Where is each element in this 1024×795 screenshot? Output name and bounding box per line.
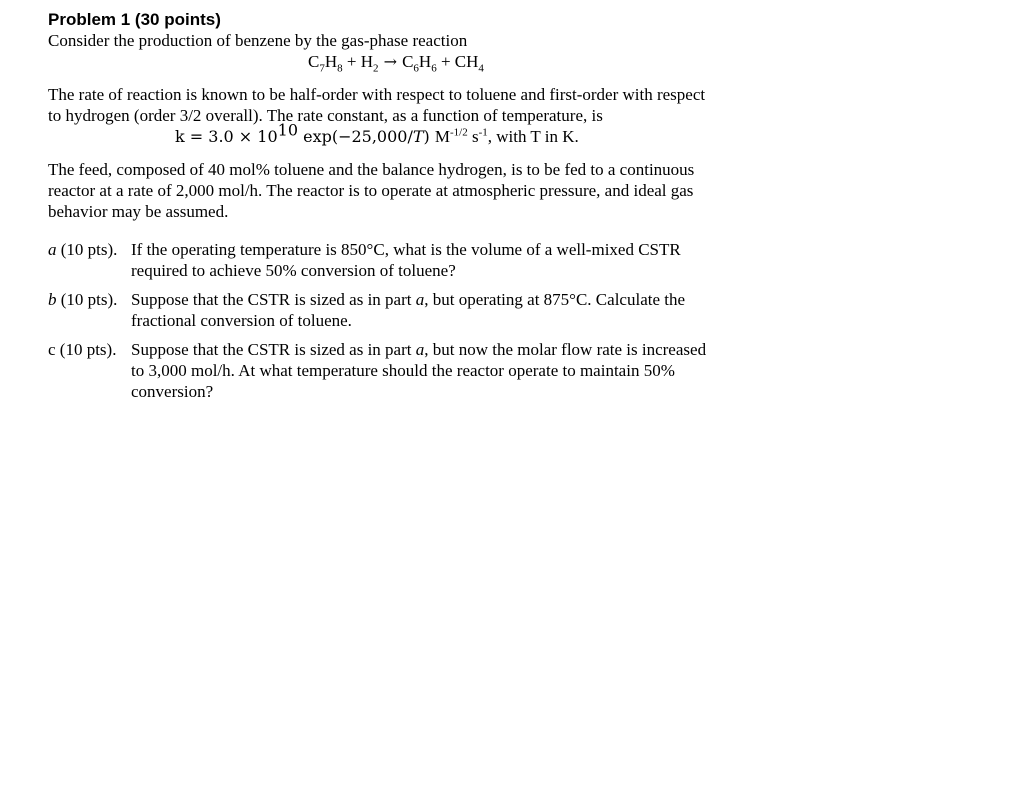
reaction-text: H — [324, 52, 338, 71]
part-a-line-1: If the operating temperature is 850°C, what is the volume of a well-mixed CSTR — [131, 240, 681, 259]
problem-title: Problem 1 (30 points) — [48, 10, 221, 29]
part-text: , but operating at 875°C. Calculate the — [424, 290, 686, 309]
problem-document — [48, 9, 768, 402]
part-text: , but now the molar flow rate is increased — [424, 340, 707, 359]
part-c-label — [48, 339, 116, 360]
part-c-line-1 — [131, 339, 768, 360]
part-points: (10 pts). — [56, 240, 118, 259]
rate-eq-units: M — [434, 127, 450, 146]
part-points: (10 pts). — [56, 290, 118, 309]
reaction-text: H — [418, 52, 432, 71]
reaction-text: H — [360, 52, 373, 71]
rate-text-line-2: to hydrogen (order 3/2 overall). The rate constant, as a function of temperature, is — [48, 106, 603, 125]
part-b-line-1 — [131, 289, 768, 310]
part-c-line-3: conversion? — [131, 382, 214, 401]
part-letter: b — [48, 290, 57, 309]
reaction-equation — [48, 51, 768, 75]
rate-eq-temperature-var: T — [412, 127, 424, 146]
reaction-text: CH — [454, 52, 479, 71]
rate-eq-units: s — [467, 127, 479, 146]
feed-text-line-2: reactor at a rate of 2,000 mol/h. The reactor is to operate at atmospheric pressure, and ideal gas — [48, 181, 694, 200]
subscript: 6 — [413, 62, 419, 75]
subscript: 4 — [478, 62, 484, 75]
intro-text: Consider the production of benzene by the gas-phase reaction — [48, 31, 468, 50]
part-c-line-2: to 3,000 mol/h. At what temperature should the reactor operate to maintain 50% — [131, 361, 675, 380]
part-reference: a — [415, 340, 425, 359]
reaction-text: C — [402, 52, 414, 71]
subscript: 2 — [373, 62, 379, 75]
part-a-line-2: required to achieve 50% conversion of toluene? — [131, 261, 456, 280]
rate-eq-close: ) — [423, 127, 435, 146]
feed-text-line-1: The feed, composed of 40 mol% toluene and the balance hydrogen, is to be fed to a continuous — [48, 160, 695, 179]
rate-eq-tail: , with T in K. — [487, 127, 579, 146]
part-b-label — [48, 289, 117, 310]
reaction-arrow-icon: → — [378, 52, 403, 71]
superscript: -1 — [478, 126, 488, 139]
part-text: Suppose that the CSTR is sized as in part — [131, 340, 416, 359]
rate-eq-lhs: k = 3.0 × 10 — [175, 127, 278, 146]
part-b-line-2: fractional conversion of toluene. — [131, 311, 352, 330]
part-points: (10 pts). — [55, 340, 117, 359]
part-letter: c — [48, 340, 56, 359]
plus-sign: + — [342, 52, 361, 71]
rate-constant-equation — [48, 120, 768, 147]
superscript: 10 — [277, 120, 299, 140]
subscript: 8 — [337, 62, 343, 75]
part-c — [48, 339, 768, 402]
part-text: Suppose that the CSTR is sized as in part — [131, 290, 416, 309]
rate-eq-middle: exp(−25,000/ — [298, 127, 413, 146]
reaction-text: C — [308, 52, 320, 71]
rate-text-line-1: The rate of reaction is known to be half-order with respect to toluene and first-order with respect — [48, 85, 706, 104]
feed-text-line-3: behavior may be assumed. — [48, 202, 229, 221]
part-reference: a — [415, 290, 425, 309]
plus-sign: + — [436, 52, 455, 71]
part-b — [48, 289, 768, 331]
superscript: -1/2 — [449, 126, 468, 139]
part-a — [48, 239, 768, 281]
subscript: 6 — [431, 62, 437, 75]
part-letter: a — [48, 240, 57, 259]
subscript: 7 — [319, 62, 325, 75]
part-a-label — [48, 239, 117, 260]
